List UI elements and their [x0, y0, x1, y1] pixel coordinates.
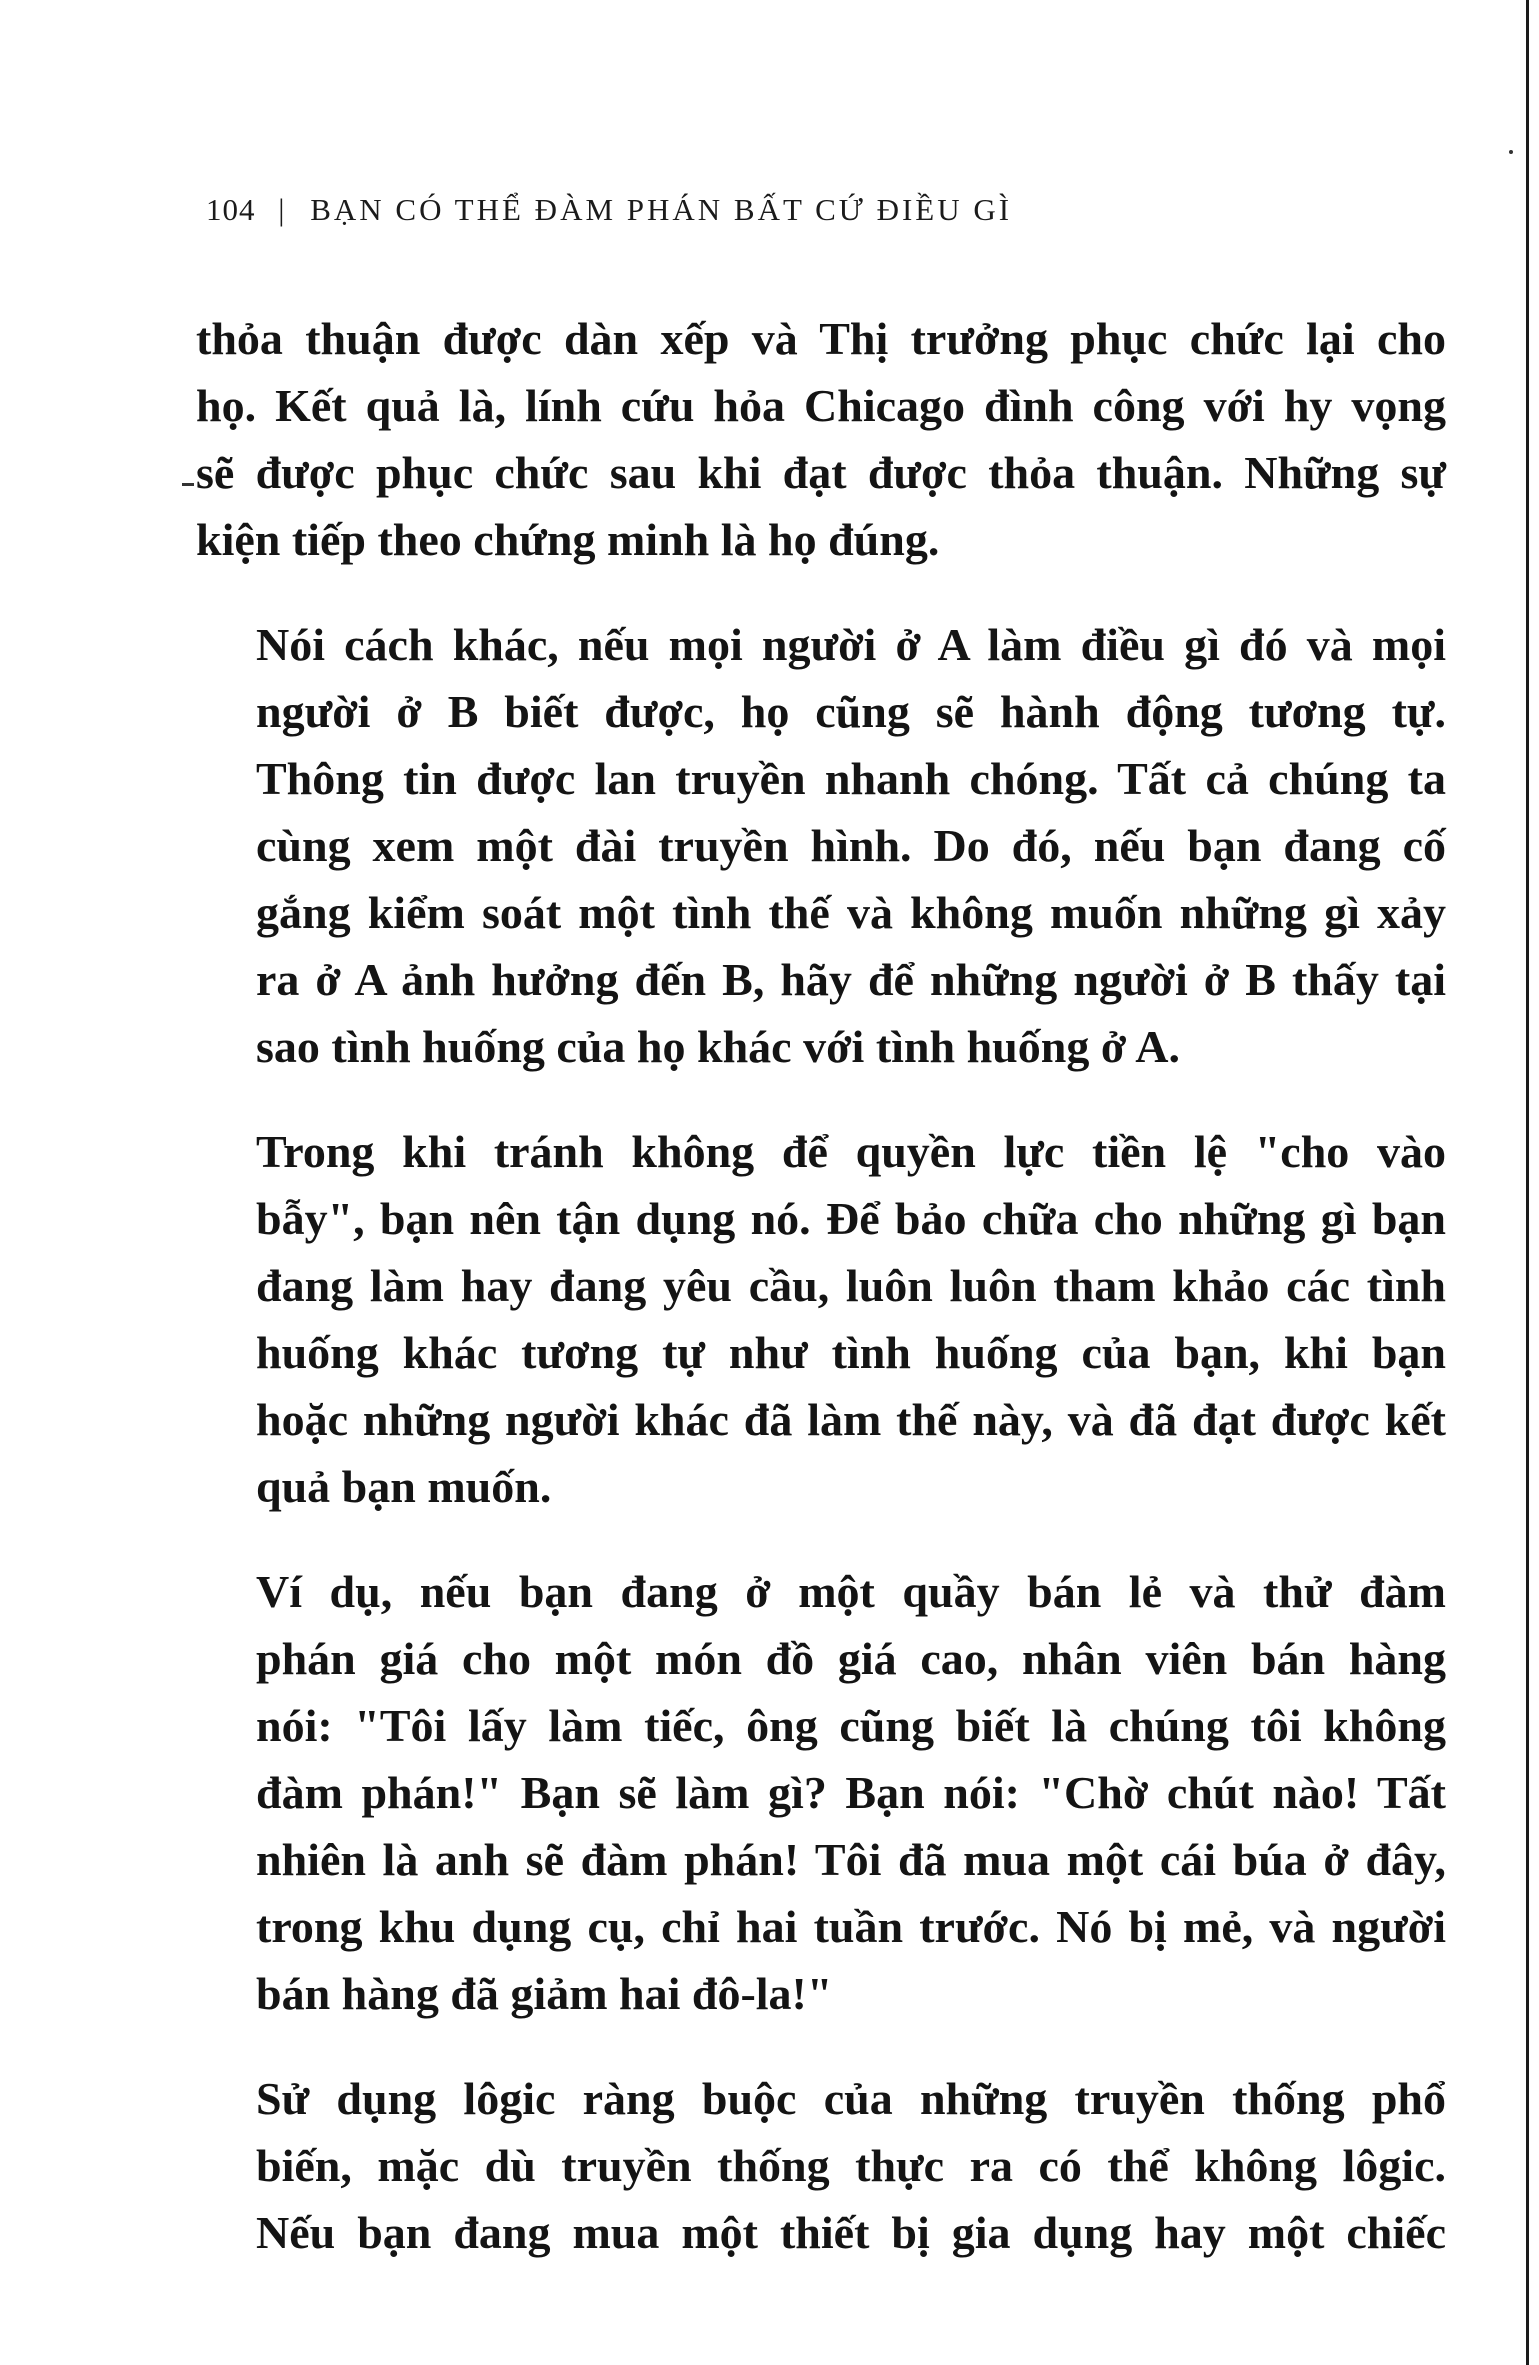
text-line: sẽ được phục chức sau khi đạt được thỏa thuận. Những sự [196, 447, 1446, 498]
text-line: kiện tiếp theo chứng minh là họ đúng. [196, 514, 940, 565]
text-line: người ở B biết được, họ cũng sẽ hành động tương tự. [256, 686, 1446, 737]
text-line: biến, mặc dù truyền thống thực ra có thể không lôgic. [256, 2140, 1446, 2191]
book-title: BẠN CÓ THỂ ĐÀM PHÁN BẤT CỨ ĐIỀU GÌ [310, 192, 1013, 227]
text-line: đàm phán!" Bạn sẽ làm gì? Bạn nói: "Chờ chút nào! Tất [256, 1767, 1446, 1818]
paragraph-1 [196, 305, 1446, 573]
margin-dash [182, 483, 194, 486]
page-edge-line [1526, 0, 1529, 2365]
running-header [206, 192, 1306, 228]
text-line: Nói cách khác, nếu mọi người ở A làm điều gì đó và mọi [256, 619, 1446, 670]
text-line: sao tình huống của họ khác với tình huống ở A. [256, 1021, 1180, 1072]
body-text [196, 305, 1446, 2304]
text-line: họ. Kết quả là, lính cứu hỏa Chicago đình công với hy vọng [196, 380, 1446, 431]
text-line: Sử dụng lôgic ràng buộc của những truyền thống phổ [256, 2073, 1446, 2124]
paragraph-4 [196, 1558, 1446, 2027]
text-line: gắng kiểm soát một tình thế và không muốn những gì xảy [256, 887, 1446, 938]
text-line: quả bạn muốn. [256, 1461, 552, 1512]
header-separator: | [278, 192, 288, 227]
text-line: Thông tin được lan truyền nhanh chóng. Tất cả chúng ta [256, 753, 1446, 804]
text-line: trong khu dụng cụ, chỉ hai tuần trước. Nó bị mẻ, và người [256, 1901, 1446, 1952]
text-line: huống khác tương tự như tình huống của bạn, khi bạn [256, 1327, 1446, 1378]
text-line: phán giá cho một món đồ giá cao, nhân viên bán hàng [256, 1633, 1446, 1684]
text-line: cùng xem một đài truyền hình. Do đó, nếu bạn đang cố [256, 820, 1446, 871]
text-line: hoặc những người khác đã làm thế này, và đã đạt được kết [256, 1394, 1446, 1445]
text-line: Nếu bạn đang mua một thiết bị gia dụng hay một chiếc [256, 2207, 1446, 2258]
page-number: 104 [206, 192, 256, 227]
text-line: nói: "Tôi lấy làm tiếc, ông cũng biết là chúng tôi không [256, 1700, 1446, 1751]
paragraph-2 [196, 611, 1446, 1080]
text-line: nhiên là anh sẽ đàm phán! Tôi đã mua một cái búa ở đây, [256, 1834, 1446, 1885]
text-line: bán hàng đã giảm hai đô-la!" [256, 1968, 833, 2019]
text-line: đang làm hay đang yêu cầu, luôn luôn tham khảo các tình [256, 1260, 1446, 1311]
text-line: Ví dụ, nếu bạn đang ở một quầy bán lẻ và thử đàm [256, 1566, 1446, 1617]
paragraph-3 [196, 1118, 1446, 1520]
text-line: ra ở A ảnh hưởng đến B, hãy để những người ở B thấy tại [256, 954, 1446, 1005]
scan-speck [1509, 150, 1513, 154]
paragraph-5 [196, 2065, 1446, 2266]
text-line: thỏa thuận được dàn xếp và Thị trưởng phục chức lại cho [196, 313, 1446, 364]
text-line: Trong khi tránh không để quyền lực tiền lệ "cho vào [256, 1126, 1446, 1177]
text-line: bẫy", bạn nên tận dụng nó. Để bảo chữa cho những gì bạn [256, 1193, 1446, 1244]
